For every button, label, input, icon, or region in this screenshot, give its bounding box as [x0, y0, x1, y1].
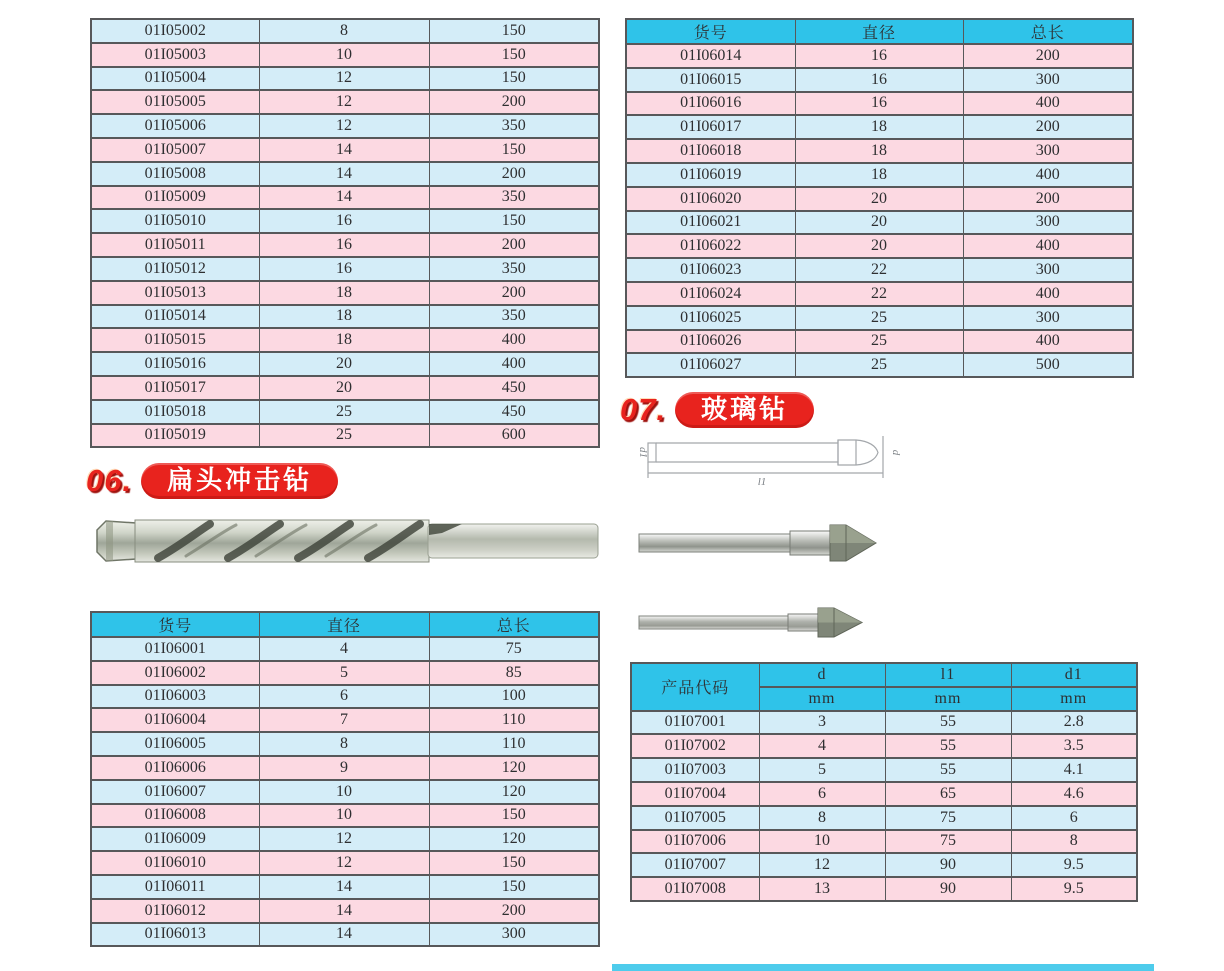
table-cell: 6 — [1011, 806, 1137, 830]
table-cell: 01I06027 — [626, 353, 795, 377]
table-cell: 200 — [429, 233, 599, 257]
table-row — [91, 352, 599, 376]
table-row — [91, 827, 599, 851]
table-cell: 200 — [429, 899, 599, 923]
table-cell: 200 — [963, 44, 1133, 68]
table-row — [91, 233, 599, 257]
table-cell: 01I05012 — [91, 257, 259, 281]
table-cell: 150 — [429, 19, 599, 43]
table-cell: 14 — [259, 923, 429, 947]
table-cell: 16 — [795, 68, 963, 92]
table-header-row — [626, 19, 1133, 44]
table-cell: 400 — [963, 330, 1133, 354]
table-cell: 8 — [259, 732, 429, 756]
table-cell: 01I05011 — [91, 233, 259, 257]
table-cell: 01I06022 — [626, 234, 795, 258]
section-07-title-badge: 玻璃钻 — [675, 392, 814, 428]
table-cell: 400 — [963, 234, 1133, 258]
table-cell: 10 — [759, 830, 885, 854]
table-row — [91, 186, 599, 210]
table-row — [631, 758, 1137, 782]
table-row — [626, 92, 1133, 116]
table-cell: 01I06016 — [626, 92, 795, 116]
table-cell: 4 — [759, 734, 885, 758]
table-cell: 01I05017 — [91, 376, 259, 400]
table-cell: 25 — [795, 306, 963, 330]
table-cell: 01I06006 — [91, 756, 259, 780]
table-row — [626, 139, 1133, 163]
section-07-number: 07. — [620, 392, 667, 427]
table-cell: 18 — [795, 163, 963, 187]
table-cell: 8 — [759, 806, 885, 830]
table-cell: 01I05015 — [91, 328, 259, 352]
table-cell: 20 — [795, 234, 963, 258]
table-cell: 22 — [795, 282, 963, 306]
table-row — [626, 68, 1133, 92]
flat-head-impact-drill-photo — [90, 502, 607, 580]
column-header: 总长 — [429, 612, 599, 637]
table-cell: 450 — [429, 376, 599, 400]
table-row — [631, 853, 1137, 877]
table-row — [631, 806, 1137, 830]
unit-label: mm — [1011, 687, 1137, 711]
table-cell: 200 — [429, 162, 599, 186]
table-row — [91, 376, 599, 400]
table-cell: 85 — [429, 661, 599, 685]
table-row — [91, 281, 599, 305]
glass-drill-dimension-diagram — [632, 432, 904, 494]
table-cell: 12 — [759, 853, 885, 877]
table-cell: 25 — [795, 353, 963, 377]
table-cell: 75 — [885, 830, 1011, 854]
table-cell: 100 — [429, 685, 599, 709]
column-header-product-code: 产品代码 — [631, 663, 759, 711]
table-cell: 10 — [259, 804, 429, 828]
column-header: 货号 — [626, 19, 795, 44]
table-cell: 01I07004 — [631, 782, 759, 806]
table-cell: 16 — [259, 209, 429, 233]
table-cell: 01I07003 — [631, 758, 759, 782]
table-row — [626, 187, 1133, 211]
unit-label: mm — [759, 687, 885, 711]
table-cell: 01I05006 — [91, 114, 259, 138]
table-row — [91, 732, 599, 756]
table-cell: 600 — [429, 424, 599, 448]
table-cell: 01I05014 — [91, 305, 259, 329]
table-cell: 01I05008 — [91, 162, 259, 186]
table-cell: 150 — [429, 875, 599, 899]
table-cell: 01I05004 — [91, 67, 259, 91]
table-cell: 7 — [259, 708, 429, 732]
table-cell: 01I06015 — [626, 68, 795, 92]
table-cell: 9 — [259, 756, 429, 780]
table-cell: 400 — [429, 328, 599, 352]
table-cell: 22 — [795, 258, 963, 282]
table-cell: 20 — [259, 376, 429, 400]
table-cell: 12 — [259, 90, 429, 114]
table-cell: 20 — [795, 187, 963, 211]
series-07-glass-drill-table — [630, 662, 1138, 902]
table-cell: 01I06020 — [626, 187, 795, 211]
table-cell: 01I06011 — [91, 875, 259, 899]
table-cell: 4.1 — [1011, 758, 1137, 782]
diagram-label-shank-diameter: d1 — [637, 447, 649, 458]
table-cell: 01I06010 — [91, 851, 259, 875]
unit-label: mm — [885, 687, 1011, 711]
table-cell: 01I06021 — [626, 211, 795, 235]
table-cell: 75 — [885, 806, 1011, 830]
table-row — [626, 330, 1133, 354]
table-cell: 10 — [259, 780, 429, 804]
table-cell: 16 — [795, 92, 963, 116]
table-row — [91, 114, 599, 138]
table-cell: 14 — [259, 162, 429, 186]
table-row — [91, 43, 599, 67]
table-cell: 01I06014 — [626, 44, 795, 68]
table-cell: 01I05010 — [91, 209, 259, 233]
table-cell: 14 — [259, 875, 429, 899]
table-cell: 01I05019 — [91, 424, 259, 448]
table-row — [631, 734, 1137, 758]
column-header-d1: d1 — [1011, 663, 1137, 687]
table-row — [91, 162, 599, 186]
table-cell: 90 — [885, 853, 1011, 877]
table-cell: 300 — [963, 68, 1133, 92]
table-cell: 20 — [795, 211, 963, 235]
table-cell: 300 — [963, 211, 1133, 235]
table-cell: 01I06002 — [91, 661, 259, 685]
table-cell: 9.5 — [1011, 877, 1137, 901]
column-header: 直径 — [795, 19, 963, 44]
table-cell: 01I06009 — [91, 827, 259, 851]
table-cell: 150 — [429, 209, 599, 233]
table-cell: 110 — [429, 708, 599, 732]
table-cell: 200 — [963, 187, 1133, 211]
table-cell: 75 — [429, 637, 599, 661]
table-cell: 12 — [259, 114, 429, 138]
table-cell: 150 — [429, 138, 599, 162]
table-row — [91, 875, 599, 899]
table-header-row — [91, 612, 599, 637]
table-cell: 400 — [963, 92, 1133, 116]
table-cell: 350 — [429, 114, 599, 138]
table-row — [91, 424, 599, 448]
table-cell: 300 — [963, 139, 1133, 163]
table-cell: 65 — [885, 782, 1011, 806]
table-row — [91, 400, 599, 424]
next-section-header-cutoff — [612, 964, 1154, 971]
table-row — [626, 353, 1133, 377]
table-cell: 6 — [759, 782, 885, 806]
table-cell: 14 — [259, 186, 429, 210]
table-cell: 300 — [963, 306, 1133, 330]
table-cell: 25 — [259, 400, 429, 424]
table-row — [91, 257, 599, 281]
table-cell: 12 — [259, 851, 429, 875]
section-07-header — [620, 392, 814, 428]
table-cell: 01I07002 — [631, 734, 759, 758]
table-row — [631, 877, 1137, 901]
table-row — [91, 90, 599, 114]
table-cell: 300 — [963, 258, 1133, 282]
table-cell: 6 — [259, 685, 429, 709]
table-cell: 20 — [259, 352, 429, 376]
table-header-row — [631, 663, 1137, 687]
table-row — [626, 211, 1133, 235]
table-cell: 01I05005 — [91, 90, 259, 114]
table-cell: 9.5 — [1011, 853, 1137, 877]
table-cell: 55 — [885, 758, 1011, 782]
table-cell: 120 — [429, 780, 599, 804]
table-cell: 18 — [259, 281, 429, 305]
section-06-number: 06. — [86, 463, 133, 498]
table-cell: 150 — [429, 804, 599, 828]
table-cell: 16 — [259, 257, 429, 281]
table-cell: 55 — [885, 711, 1011, 735]
table-cell: 300 — [429, 923, 599, 947]
table-row — [91, 209, 599, 233]
table-cell: 90 — [885, 877, 1011, 901]
table-cell: 450 — [429, 400, 599, 424]
table-cell: 18 — [795, 115, 963, 139]
table-cell: 200 — [429, 90, 599, 114]
table-row — [91, 756, 599, 780]
table-cell: 25 — [259, 424, 429, 448]
table-row — [626, 163, 1133, 187]
table-cell: 8 — [259, 19, 429, 43]
table-cell: 13 — [759, 877, 885, 901]
column-header: 货号 — [91, 612, 259, 637]
table-cell: 3.5 — [1011, 734, 1137, 758]
table-row — [626, 306, 1133, 330]
table-row — [91, 685, 599, 709]
table-cell: 55 — [885, 734, 1011, 758]
table-cell: 350 — [429, 305, 599, 329]
column-header-d: d — [759, 663, 885, 687]
section-06-header — [86, 463, 338, 499]
table-row — [631, 782, 1137, 806]
table-cell: 25 — [795, 330, 963, 354]
table-cell: 01I06007 — [91, 780, 259, 804]
table-cell: 110 — [429, 732, 599, 756]
table-cell: 01I06013 — [91, 923, 259, 947]
table-cell: 2.8 — [1011, 711, 1137, 735]
table-cell: 350 — [429, 257, 599, 281]
table-row — [91, 923, 599, 947]
table-cell: 01I07007 — [631, 853, 759, 877]
table-cell: 01I06003 — [91, 685, 259, 709]
table-cell: 350 — [429, 186, 599, 210]
diagram-label-length: l1 — [757, 476, 767, 488]
table-cell: 01I06023 — [626, 258, 795, 282]
table-cell: 200 — [429, 281, 599, 305]
table-cell: 01I06018 — [626, 139, 795, 163]
table-cell: 18 — [259, 328, 429, 352]
table-cell: 01I05003 — [91, 43, 259, 67]
table-cell: 16 — [795, 44, 963, 68]
table-cell: 5 — [759, 758, 885, 782]
table-cell: 18 — [259, 305, 429, 329]
column-header-l1: l1 — [885, 663, 1011, 687]
table-cell: 14 — [259, 899, 429, 923]
table-cell: 200 — [963, 115, 1133, 139]
table-row — [626, 234, 1133, 258]
table-cell: 4.6 — [1011, 782, 1137, 806]
section-06-title-badge: 扁头冲击钻 — [141, 463, 338, 499]
table-cell: 01I05009 — [91, 186, 259, 210]
table-row — [626, 115, 1133, 139]
table-cell: 150 — [429, 43, 599, 67]
table-cell: 01I05018 — [91, 400, 259, 424]
table-row — [626, 44, 1133, 68]
table-cell: 18 — [795, 139, 963, 163]
table-cell: 01I07008 — [631, 877, 759, 901]
table-cell: 01I06001 — [91, 637, 259, 661]
table-cell: 01I06017 — [626, 115, 795, 139]
table-cell: 500 — [963, 353, 1133, 377]
diagram-label-tip-diameter: d — [890, 449, 902, 456]
table-row — [626, 282, 1133, 306]
table-row — [91, 899, 599, 923]
table-cell: 01I06019 — [626, 163, 795, 187]
table-cell: 01I06024 — [626, 282, 795, 306]
table-cell: 5 — [259, 661, 429, 685]
table-row — [91, 780, 599, 804]
table-row — [91, 637, 599, 661]
series-05-table-continued — [90, 18, 600, 448]
table-cell: 400 — [429, 352, 599, 376]
table-row — [626, 258, 1133, 282]
table-row — [91, 138, 599, 162]
table-cell: 12 — [259, 827, 429, 851]
table-cell: 150 — [429, 851, 599, 875]
table-cell: 01I05013 — [91, 281, 259, 305]
table-cell: 400 — [963, 282, 1133, 306]
table-cell: 120 — [429, 827, 599, 851]
table-cell: 150 — [429, 67, 599, 91]
table-cell: 01I06008 — [91, 804, 259, 828]
table-cell: 01I06005 — [91, 732, 259, 756]
series-06-table-part2 — [625, 18, 1134, 378]
table-cell: 01I05016 — [91, 352, 259, 376]
table-cell: 01I06026 — [626, 330, 795, 354]
table-cell: 3 — [759, 711, 885, 735]
table-cell: 01I07001 — [631, 711, 759, 735]
table-cell: 01I06025 — [626, 306, 795, 330]
table-cell: 10 — [259, 43, 429, 67]
table-cell: 01I06012 — [91, 899, 259, 923]
table-cell: 01I06004 — [91, 708, 259, 732]
glass-drill-photo-large — [634, 519, 882, 581]
table-cell: 16 — [259, 233, 429, 257]
table-cell: 4 — [259, 637, 429, 661]
table-cell: 8 — [1011, 830, 1137, 854]
table-row — [631, 711, 1137, 735]
table-row — [91, 804, 599, 828]
table-row — [91, 851, 599, 875]
table-cell: 01I05007 — [91, 138, 259, 162]
table-row — [91, 328, 599, 352]
glass-drill-photo-small — [634, 597, 882, 649]
series-06-table-part1 — [90, 611, 600, 947]
table-cell: 14 — [259, 138, 429, 162]
table-row — [91, 708, 599, 732]
table-row — [91, 19, 599, 43]
table-cell: 01I07006 — [631, 830, 759, 854]
table-cell: 120 — [429, 756, 599, 780]
table-cell: 01I05002 — [91, 19, 259, 43]
table-row — [91, 661, 599, 685]
column-header: 总长 — [963, 19, 1133, 44]
column-header: 直径 — [259, 612, 429, 637]
table-row — [91, 305, 599, 329]
table-cell: 400 — [963, 163, 1133, 187]
table-cell: 12 — [259, 67, 429, 91]
table-row — [91, 67, 599, 91]
table-row — [631, 830, 1137, 854]
table-cell: 01I07005 — [631, 806, 759, 830]
